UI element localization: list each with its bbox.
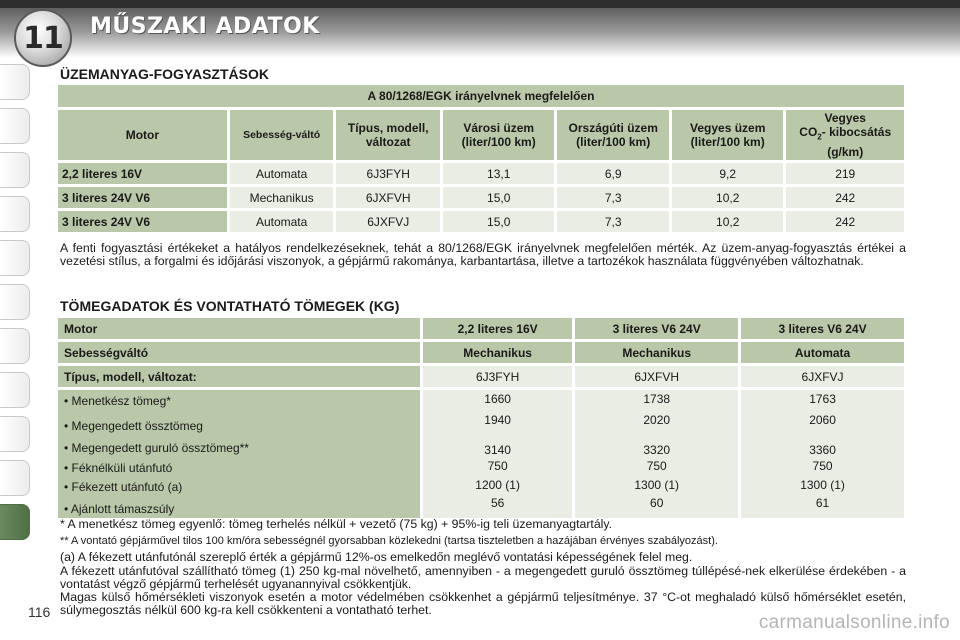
cell-gearbox: Automata — [230, 163, 334, 184]
footnote-p1: A fékezett utánfutóval szállítható tömeg (1) 250 kg-mal növelhető, amennyiben - a megengedett guruló össztömeg túllépésé-nek elkerülése érdekében - a vontatást végző gépjármű terhelését ugyanannyival csökkentjük. — [60, 564, 906, 591]
weight-values-col1 — [423, 390, 572, 518]
row-label-gearbox: Sebességváltó — [58, 342, 420, 363]
table-row — [58, 318, 904, 339]
cell-type: 6JXFVJ — [336, 211, 440, 232]
cell-road: 7,3 — [557, 211, 669, 232]
page-title: MŰSZAKI ADATOK — [90, 14, 320, 39]
cell-motor: 2,2 literes 16V — [423, 318, 572, 339]
directive-header: A 80/1268/EGK irányelvnek megfelelően — [58, 85, 904, 107]
cell-type: 6JXFVH — [575, 366, 738, 387]
label-gross-weight: • Megengedett össztömeg — [64, 419, 203, 433]
cell-co2: 242 — [786, 187, 904, 208]
value: 750 — [487, 459, 508, 473]
fuel-note: A fenti fogyasztási értékeket a hatályos rendelkezéseknek, tehát a 80/1268/EGK irányelvnek megfelelően mérték. Az üzem-anyag-fogyasztás értékei a vezetési stílus, a forgalmi és időjárási viszonyok, a gépjármű rakománya, karbantartása, illetve a tartozékok használata függvényében változhatnak. — [60, 241, 906, 268]
value: 60 — [650, 496, 664, 510]
cell-road: 7,3 — [557, 187, 669, 208]
cell-gearbox: Automata — [230, 211, 334, 232]
value: 1300 (1) — [634, 478, 680, 492]
value: 1763 — [809, 392, 836, 406]
cell-motor: 3 literes 24V V6 — [58, 211, 227, 232]
value: 56 — [490, 496, 505, 510]
fuel-section-title: ÜZEMANYAG-FOGYASZTÁSOK — [60, 66, 269, 82]
chapter-tab[interactable] — [0, 416, 30, 452]
value: 1200 (1) — [475, 478, 520, 492]
cell-co2: 219 — [786, 163, 904, 184]
label-unbraked-trailer: • Féknélküli utánfutó — [64, 461, 173, 475]
chapter-tab-active[interactable] — [0, 504, 30, 540]
label-nose-weight: • Ajánlott támaszsúly — [64, 502, 175, 516]
chapter-tab[interactable] — [0, 196, 30, 232]
row-label-type: Típus, modell, változat: — [58, 366, 420, 387]
table-row — [58, 390, 904, 518]
table-row — [58, 342, 904, 363]
table-row — [58, 187, 904, 208]
cell-gearbox: Automata — [741, 342, 904, 363]
chapter-number: 11 — [23, 20, 63, 56]
value: 1738 — [643, 392, 671, 406]
col-mixed: Vegyes üzem (liter/100 km) — [672, 110, 783, 160]
weights-table — [55, 315, 907, 521]
label-kerb-weight: • Menetkész tömeg* — [64, 394, 171, 408]
cell-motor: 3 literes V6 24V — [741, 318, 904, 339]
value: 3360 — [809, 443, 836, 457]
chapter-badge — [14, 9, 72, 67]
chapter-tab[interactable] — [0, 240, 30, 276]
table-row — [58, 163, 904, 184]
value: 61 — [815, 496, 830, 510]
weights-section-title: TÖMEGADATOK ÉS VONTATHATÓ TÖMEGEK (KG) — [60, 298, 400, 314]
value: 1660 — [484, 392, 511, 406]
col-city: Városi üzem (liter/100 km) — [443, 110, 554, 160]
cell-gearbox: Mechanikus — [423, 342, 572, 363]
chapter-tab[interactable] — [0, 372, 30, 408]
cell-mixed: 9,2 — [672, 163, 783, 184]
co2-post: - kibocsátás — [821, 125, 892, 140]
chapter-tab[interactable] — [0, 284, 30, 320]
value: 2020 — [643, 413, 671, 427]
cell-city: 15,0 — [443, 187, 554, 208]
header-top-strip — [0, 0, 960, 8]
chapter-tab[interactable] — [0, 460, 30, 496]
co2-co: CO — [799, 125, 818, 140]
weight-values-col2 — [575, 390, 738, 518]
cell-mixed: 10,2 — [672, 211, 783, 232]
co2-pre: Vegyes — [824, 111, 866, 126]
value: 1300 (1) — [800, 478, 845, 492]
cell-motor: 3 literes V6 24V — [575, 318, 738, 339]
label-braked-trailer: • Fékezett utánfutó (a) — [64, 480, 183, 494]
cell-motor: 2,2 literes 16V — [58, 163, 227, 184]
co2-unit: (g/km) — [827, 144, 864, 159]
footnote-p2: Magas külső hőmérsékleti viszonyok esetén a motor védelmében csökkenhet a gépjármű teljesítménye. 37 °C-ot meghaladó külső hőmérséklet esetén, súlymegosztás nélkül 600 kg-ra kell csökkenteni a vontatható terhet. — [60, 590, 906, 617]
chapter-tab[interactable] — [0, 152, 30, 188]
fuel-consumption-table — [55, 82, 907, 235]
cell-gearbox: Mechanikus — [575, 342, 738, 363]
col-road: Országúti üzem (liter/100 km) — [557, 110, 669, 160]
cell-type: 6J3FYH — [336, 163, 440, 184]
value: 2060 — [809, 413, 836, 427]
chapter-tab[interactable] — [0, 64, 30, 100]
chapter-tab[interactable] — [0, 108, 30, 144]
cell-type: 6JXFVJ — [741, 366, 904, 387]
chapter-tab[interactable] — [0, 328, 30, 364]
footnote-star2: ** A vontató gépjárművel tilos 100 km/óra sebességnél gyorsabban közlekedni (tartsa tiszteletben a hazájában érvényes szabályozást). — [60, 535, 718, 547]
col-type: Típus, modell, változat — [336, 110, 440, 160]
cell-motor: 3 literes 24V V6 — [58, 187, 227, 208]
cell-road: 6,9 — [557, 163, 669, 184]
col-motor: Motor — [58, 110, 227, 160]
cell-type: 6J3FYH — [423, 366, 572, 387]
table-row — [58, 211, 904, 232]
cell-city: 13,1 — [443, 163, 554, 184]
cell-gearbox: Mechanikus — [230, 187, 334, 208]
value: 750 — [812, 459, 833, 473]
label-gross-train-weight: • Megengedett guruló össztömeg** — [64, 441, 249, 455]
page-number: 116 — [28, 604, 51, 620]
co2-sub: 2 — [817, 132, 822, 142]
cell-city: 15,0 — [443, 211, 554, 232]
footnote-star1: * A menetkész tömeg egyenlő: tömeg terhelés nélkül + vezető (75 kg) + 95%-ig teli üzemanyagtartály. — [60, 517, 613, 531]
col-gearbox: Sebesség-váltó — [230, 110, 334, 160]
value: 1940 — [484, 413, 511, 427]
cell-co2: 242 — [786, 211, 904, 232]
value: 750 — [646, 459, 667, 473]
value: 3140 — [484, 443, 511, 457]
value: 3320 — [643, 443, 671, 457]
chapter-tabs — [0, 64, 34, 548]
cell-mixed: 10,2 — [672, 187, 783, 208]
table-row — [58, 366, 904, 387]
watermark: carmanualsonline.info — [758, 612, 950, 633]
weight-values-col3 — [741, 390, 904, 518]
col-co2 — [786, 110, 904, 160]
row-label-motor: Motor — [58, 318, 420, 339]
cell-type: 6JXFVH — [336, 187, 440, 208]
footnote-a: (a) A fékezett utánfutónál szereplő érték a gépjármű 12%-os emelkedőn meglévő vontatási képességének felel meg. — [60, 550, 693, 564]
weight-labels — [58, 390, 420, 518]
